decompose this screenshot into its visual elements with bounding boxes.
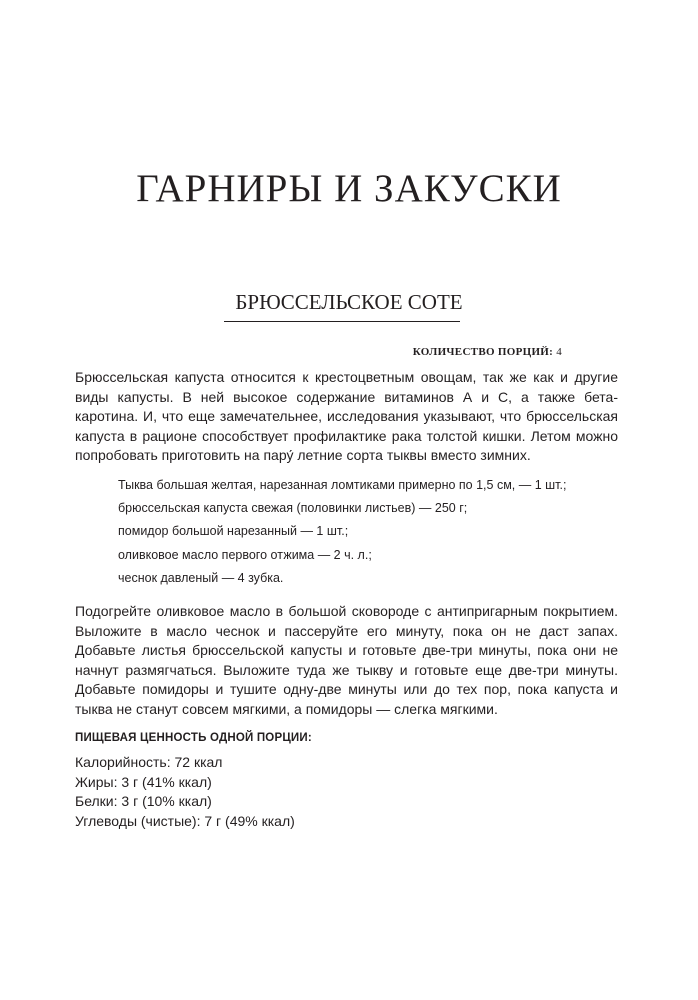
recipe-method: Подогрейте оливковое масло в большой сковороде с антипригарным покрытием. Выложите в масло чеснок и пассеруйте его минуту, пока он не даст запах. Добавьте листья брюссельской капусты и готовьте две-три минуты, пока они не начнут размягчаться. Выложите туда же тыкву и готовьте еще две-три минуты. Добавьте помидоры и тушите одну-две минуты или до тех пор, пока капуста и тыква не станут совсем мягкими, а помидоры — слегка мягкими.	[75, 603, 618, 717]
servings-label: КОЛИЧЕСТВО ПОРЦИЙ:	[412, 346, 554, 358]
ingredient-item: оливковое масло первого отжима — 2 ч. л.;	[118, 547, 372, 562]
nutrition-item: Калорийность: 72 ккал	[75, 754, 223, 770]
nutrition-item: Жиры: 3 г (41% ккал)	[75, 773, 212, 790]
servings-line	[413, 346, 562, 358]
ingredient-item: брюссельская капуста свежая (половинки листьев) — 250 г;	[118, 501, 468, 516]
nutrition-heading: ПИЩЕВАЯ ЦЕННОСТЬ ОДНОЙ ПОРЦИИ:	[75, 732, 312, 744]
ingredient-item: чеснок давленый — 4 зубка.	[118, 570, 284, 585]
chapter-title: ГАРНИРЫ И ЗАКУСКИ	[136, 167, 562, 210]
nutrition-list	[75, 753, 295, 832]
recipe-title: БРЮССЕЛЬСКОЕ СОТЕ	[235, 290, 463, 314]
nutrition-item: Белки: 3 г (10% ккал)	[75, 793, 212, 810]
ingredient-list	[118, 477, 566, 593]
nutrition-item: Углеводы (чистые): 7 г (49% ккал)	[75, 813, 295, 830]
ingredient-item: помидор большой нарезанный — 1 шт.;	[118, 524, 349, 539]
title-underline	[224, 321, 460, 322]
ingredient-item: Тыква большая желтая, нарезанная ломтиками примерно по 1,5 см, — 1 шт.;	[118, 478, 567, 492]
recipe-intro: Брюссельская капуста относится к крестоцветным овощам, так же как и другие виды капусты. В ней высокое содержание витаминов А и С, а также бета-каротина. И, что еще замечательнее, исследования указывают, что брюссельская капуста в рационе способствует профилактике рака толстой кишки. Летом можно попробовать приготовить на пару́ летние сорта тыквы вместо зимних.	[75, 369, 618, 464]
servings-value: 4	[556, 346, 562, 358]
